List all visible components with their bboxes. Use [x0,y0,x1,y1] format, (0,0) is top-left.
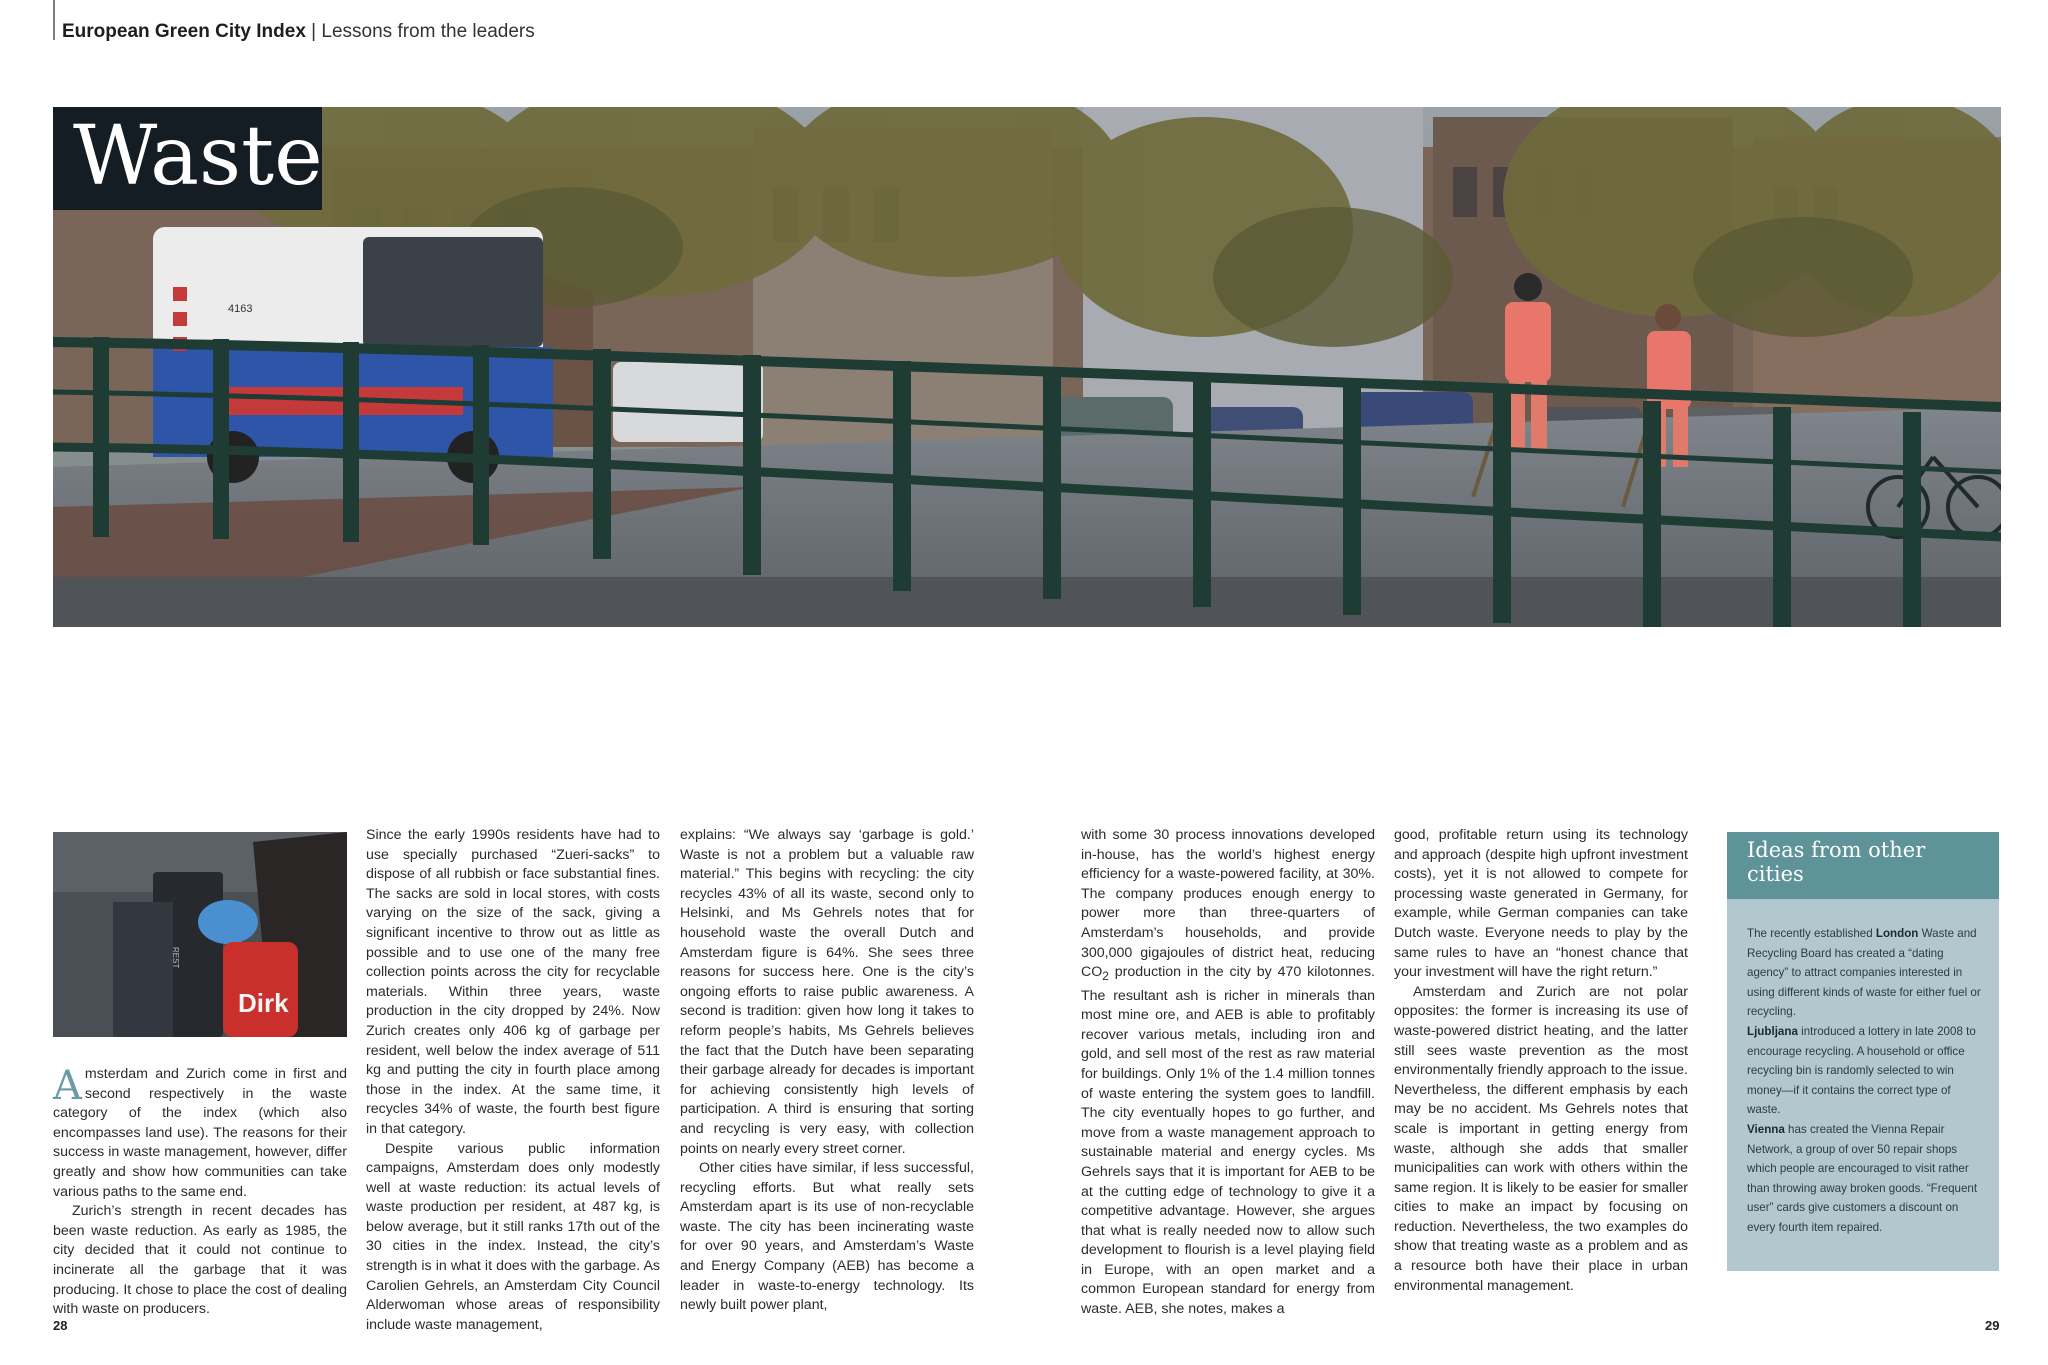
section-title-box [53,107,322,210]
subscript: 2 [1102,968,1109,983]
article-column-2 [366,826,660,1335]
paragraph [1081,826,1375,1320]
bin-label: REST [171,947,180,969]
recycling-bin-photo [53,832,347,1037]
paragraph: Zurich’s strength in recent decades has been waste reduction. As early as 1985, the city decided that it could not continue to incinerate all the garbage that it was producing. It chose to place the cost of dealing with waste on producers. [53,1203,347,1318]
sidebar-item [1747,1022,1985,1120]
recycling-bin-illustration [53,832,347,1037]
paragraph: Other cities have similar, if less successful, recycling efforts. But what really sets Amsterdam apart is its use of non-recyclable waste. The city has been incinerating waste for over 90 years, and Amsterdam’s Waste and Energy Company (AEB) has become a leader in waste-to-energy technology. Its newly built power plant, [680,1160,974,1314]
paragraph-text: production in the city by 470 kilotonnes. The resultant ash is richer in minerals than most mine ore, and AEB is able to profitably recover various metals, including iron and gold, and sell most of the rest as raw material for buildings. Only 1% of the 1.4 million tonnes of waste entering the system goes to landfill. The city eventually hopes to go further, and move from a waste management approach to sustainable material and energy cycles. Ms Gehrels says that it is important for AEB to be at the cutting edge of technology to give it a competitive advantage. However, she argues that what is really needed now to allow such development to flourish is a level playing field in Europe, with an open market and a common European standard for energy from waste. AEB, she notes, makes a [1081,964,1375,1318]
sidebar-header [1727,832,1999,899]
sidebar-text: has created the Vienna Repair Network, a group of over 50 repair shops which people are encouraged to visit rather than throwing away broken goods. “Frequent user” cards give customers a discount on every fourth item repaired. [1747,1122,1978,1234]
publication-title: European Green City Index [62,21,306,42]
paragraph: Amsterdam and Zurich are not polar opposites: the former is increasing its use of waste-powered district heating, and the latter still sees waste prevention as the most environmentally friendly approach to the issue. Nevertheless, the different emphasis by each may be no accident. Ms Gehrels notes that scale is important in getting energy from waste, although she adds that smaller municipalities can work with others within the same region. It is likely to be easier for smaller cities to make an impact by focusing on reduction. Nevertheless, the two examples do show that treating waste as a problem and as a resource both have their place in urban environmental management. [1394,983,1688,1294]
paragraph: Since the early 1990s residents have had to use specially purchased “Zueri-sacks” to dispose of all rubbish or face substantial fines. The sacks are sold in local stores, with costs varying on the size of the sack, giving a significant incentive to throw out as little as possible and to use one of the many free collection points across the city for recyclable materials. Within three years, waste production in the city dropped by 24%. Now Zurich creates only 406 kg of garbage per resident, well below the index average of 511 kg and putting the city in fourth place among those in the index. At the same time, it recycles 34% of waste, the fourth best figure in that category. [366,827,660,1137]
sidebar-text: Waste and Recycling Board has created a “dating agency” to attract companies interested in using different kinds of waste for either fuel or recycling. [1747,927,1981,1019]
sidebar-title: Ideas from other cities [1747,838,1926,886]
sidebar-item [1747,924,1985,1022]
drop-cap: A [53,1063,82,1109]
article-column-1 [53,1065,347,1320]
header-rule [53,0,55,40]
paragraph: explains: “We always say ‘garbage is gold.’ Waste is not a problem but a valuable raw material.” This begins with recycling: the city recycles 43% of all its waste, second only to Helsinki, and Ms Gehrels notes that for household waste the overall Dutch and Amsterdam figure is 64%. She sees three reasons for success here. One is the city’s ongoing efforts to raise public awareness. A second is tradition: given how long it takes to reform people’s habits, Ms Gehrels believes the fact that the Dutch have been separating their garbage already for decades is important for achieving consistently high levels of participation. A third is ensuring that sorting and recycling is very easy, with collection points on nearly every street corner. [680,827,974,1157]
article-column-5 [1394,826,1688,1296]
sidebar-city: London [1875,927,1919,940]
ideas-sidebar [1727,832,1999,1271]
sidebar-city: Ljubljana [1747,1024,1798,1038]
article-column-4 [1081,826,1375,1320]
sidebar-body [1747,924,1985,1238]
sidebar-text: The recently established [1747,927,1876,940]
section-title: Lessons from the leaders [321,21,535,42]
hero-photo [53,107,2001,627]
paragraph: good, profitable return using its technology and approach (despite high upfront investment costs), yet it is not allowed to compete for processing waste generated in Germany, for example, while German companies can take Dutch waste. Everyone needs to play by the same rules to have an “honest chance that your investment will have the right return.” [1394,827,1688,981]
truck-number: 4163 [228,303,253,315]
sidebar-text: introduced a lottery in late 2008 to encourage recycling. A household or office recycling bin is randomly selected to win money—if it contains the correct type of waste. [1747,1024,1976,1117]
chapter-title: Waste [73,109,323,204]
sidebar-city: Vienna [1747,1122,1785,1136]
paragraph-text: with some 30 process innovations developed in-house, has the world’s highest energy efficiency for a waste-powered facility, at 30%. The company produces enough energy to power more than three-quarters of Amsterdam’s households, and provide 300,000 gigajoules of district heat, reducing CO [1081,827,1375,981]
bag-label: Dirk [238,988,289,1018]
sidebar-item [1747,1120,1985,1238]
running-head [62,20,535,44]
page-number-right: 29 [1985,1318,2000,1333]
paragraph: Despite various public information campaigns, Amsterdam does only modestly well at waste reduction: its actual levels of waste production per resident, at 487 kg, is below average, but it still ranks 17th out of the 30 cities in the index. Instead, the city’s strength is in what it does with the garbage. As Carolien Gehrels, an Amsterdam City Council Alderwoman whose areas of responsibility include waste management, [366,1140,660,1333]
canal-street-illustration [53,107,2001,627]
header-separator: | [305,21,322,42]
paragraph: msterdam and Zurich come in first and second respectively in the waste category of the index (which also encompasses land use). The reasons for their success in waste management, however, differ greatly and show how communities can take various paths to the same end. [53,1066,347,1200]
article-column-3 [680,826,974,1316]
page-number-left: 28 [53,1318,68,1333]
